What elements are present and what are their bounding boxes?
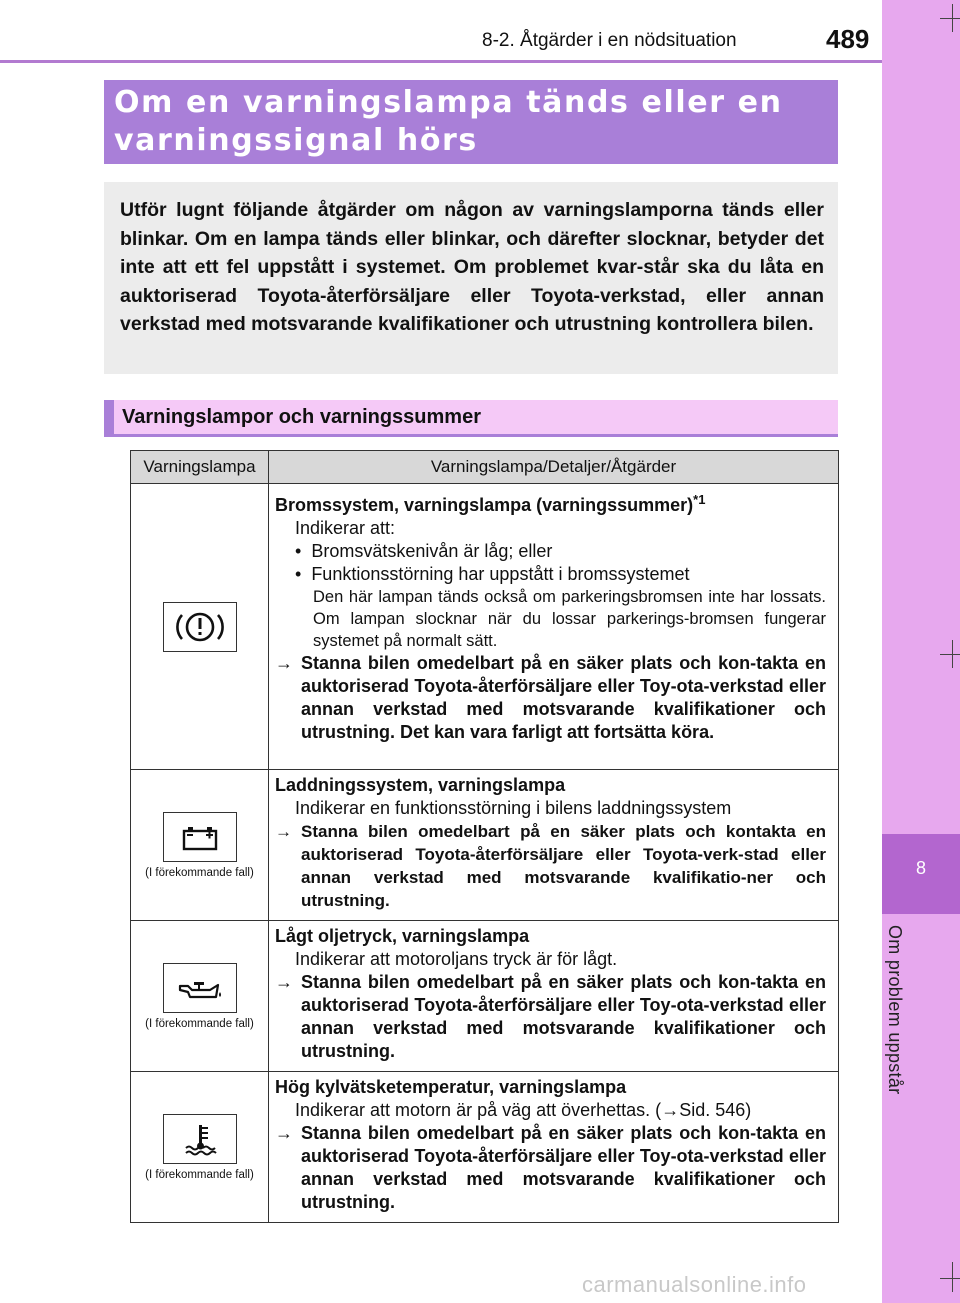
table-row (131, 1072, 839, 1223)
page-title: Om en varningslampa tänds eller en varningssignal hörs (114, 85, 783, 158)
lamp-action: → Stanna bilen omedelbart på en säker plats och kon-takta en auktoriserad Toyota-återförsäljare eller Toy-ota-verkstad eller annan verkstad med motsvarande kvalifikationer och utrustning. Det kan vara farligt att fortsätta köra. (275, 653, 826, 742)
chapter-label: Om problem uppstår (885, 925, 905, 1095)
detail-cell (269, 484, 839, 770)
lamp-action: → Stanna bilen omedelbart på en säker plats och kon-takta en auktoriserad Toyota-återförsäljare eller Toy-ota-verkstad eller annan verkstad med motsvarande kvalifikationer och utrustning. (275, 972, 826, 1061)
table-row (131, 921, 839, 1072)
section-breadcrumb: 8-2. Åtgärder i en nödsituation (482, 30, 737, 51)
table-row (131, 770, 839, 921)
detail-cell (269, 770, 839, 921)
chapter-number: 8 (915, 858, 926, 878)
lamp-indicates: Indikerar att motoroljans tryck är för lågt. (295, 949, 618, 969)
section-heading-bar (104, 400, 114, 436)
page-reference: Sid. 546) (679, 1100, 752, 1120)
lamp-cell (131, 484, 269, 770)
lamp-action: → Stanna bilen omedelbart på en säker plats och kontakta en auktoriserad Toyota-återförsäljare eller Toyota-verk-stad eller annan verkstad med motsvarande kvalifikatio-ner och utrustning. (275, 822, 826, 910)
crop-mark (940, 654, 960, 655)
crop-mark (940, 18, 960, 19)
availability-note: (I förekommande fall) (145, 1168, 254, 1181)
oil-pressure-icon (163, 963, 237, 1013)
lamp-cell (131, 1072, 269, 1223)
section-heading: Varningslampor och varningssummer (122, 406, 481, 428)
lamp-note: Den här lampan tänds också om parkeringsbromsen inte har lossats. Om lampan slocknar när du lossar parkerings-bromsen fungerar systemet på normalt sätt. (313, 588, 826, 650)
table-header-row (131, 451, 839, 484)
column-header: Varningslampa/Detaljer/Åtgärder (269, 451, 839, 484)
arrow-icon: → (275, 822, 292, 841)
lamp-action: → Stanna bilen omedelbart på en säker plats och kon-takta en auktoriserad Toyota-återförsäljare eller Toy-ota-verkstad eller annan verkstad med motsvarande kvalifikationer och utrustning. (275, 1123, 826, 1212)
lamp-title: Laddningssystem, varningslampa (275, 775, 566, 795)
chapter-label-wrap (884, 925, 914, 1125)
lamp-cell (131, 921, 269, 1072)
availability-note: (I förekommande fall) (145, 1017, 254, 1030)
brake-warning-icon (163, 602, 237, 652)
crop-mark (952, 1262, 953, 1292)
availability-note: (I förekommande fall) (145, 866, 254, 879)
list-item: • Funktionsstörning har uppstått i bromssystemet (295, 564, 690, 584)
lamp-indicates: Indikerar att motorn är på väg att överhettas. (→Sid. 546) (295, 1100, 752, 1120)
intro-text: Utför lugnt följande åtgärder om någon av varningslamporna tänds eller blinkar. Om en lampa tänds eller blinkar, och därefter slocknar, betyder det inte att ett fel uppstått i systemet. Om problemet kvar-står ska du låta en auktoriserad Toyota-återförsäljare eller Toyota-verkstad, eller annan verkstad med motsvarande kvalifikationer och utrustning kontrollera bilen. (120, 199, 824, 336)
warning-lamp-table (130, 450, 839, 1223)
list-item: • Bromsvätskenivån är låg; eller (295, 541, 553, 561)
footnote-ref: *1 (693, 492, 706, 507)
table-row (131, 484, 839, 770)
battery-icon (163, 812, 237, 862)
coolant-temperature-icon (163, 1114, 237, 1164)
arrow-icon: → (661, 1100, 680, 1120)
lamp-cell (131, 770, 269, 921)
lamp-title: Bromssystem, varningslampa (varningssummer) (275, 495, 694, 515)
column-header: Varningslampa (131, 451, 269, 484)
arrow-icon: → (275, 653, 293, 673)
lamp-indicates: Indikerar en funktionsstörning i bilens laddningssystem (295, 798, 732, 818)
header-rule (0, 60, 882, 63)
crop-mark (940, 1278, 960, 1279)
section-heading-rule (104, 434, 838, 437)
watermark: carmanualsonline.info (582, 1272, 807, 1297)
page-number: 489 (826, 24, 870, 54)
arrow-icon: → (275, 1123, 293, 1143)
lamp-title: Lågt oljetryck, varningslampa (275, 926, 530, 946)
lamp-title: Hög kylvätsketemperatur, varningslampa (275, 1077, 627, 1097)
detail-cell (269, 1072, 839, 1223)
arrow-icon: → (275, 972, 293, 992)
lamp-indicates: Indikerar att: (295, 518, 396, 538)
detail-cell (269, 921, 839, 1072)
